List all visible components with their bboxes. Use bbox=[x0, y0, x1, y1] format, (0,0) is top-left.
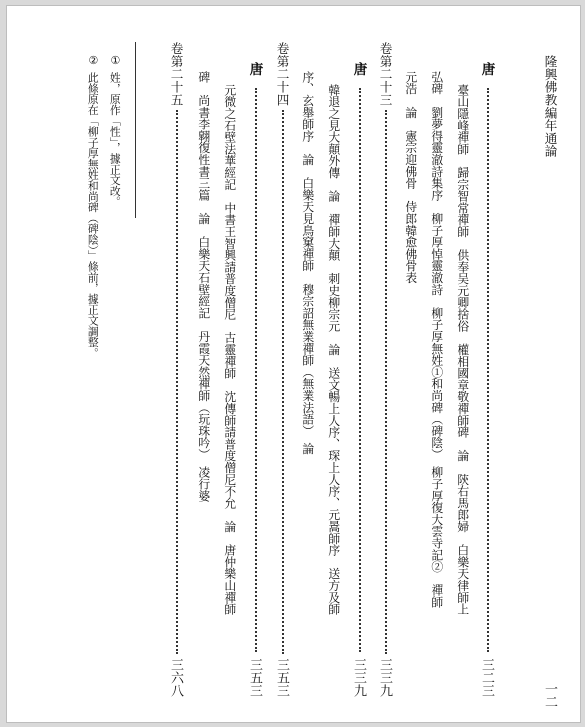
page-ref: 三五三 bbox=[247, 658, 262, 697]
page-number: 一二 bbox=[542, 682, 557, 708]
footnote-rule bbox=[135, 42, 136, 218]
page-ref: 三六八 bbox=[168, 658, 183, 697]
page-ref: 三五三 bbox=[274, 658, 289, 697]
leader-dots bbox=[385, 110, 387, 654]
toc-entry-line: 元微之石壁法華經記 中書王智興請普度僧尼 古靈禪師 沈傳師請普度僧尼不允 論 唐仲樂山禪師 bbox=[222, 84, 237, 615]
dynasty-heading: 唐 bbox=[246, 62, 263, 76]
footnote-mark: ① bbox=[108, 54, 122, 67]
book-page bbox=[6, 5, 581, 723]
leader-dots bbox=[359, 88, 361, 652]
chapter-title: 卷第二十三 bbox=[377, 42, 393, 106]
leader-dots bbox=[255, 88, 257, 652]
page-ref: 三二三 bbox=[479, 658, 494, 697]
footnote-mark: ② bbox=[86, 54, 100, 67]
leader-dots bbox=[176, 110, 178, 654]
page-ref: 三三九 bbox=[351, 658, 366, 697]
chapter-title: 卷第二十四 bbox=[274, 42, 290, 106]
dynasty-heading: 唐 bbox=[478, 62, 495, 76]
toc-entry-line: 弘碑 劉夢得靈澈詩集序 柳子厚悼靈澈詩 柳子厚無姓①和尚碑（碑陰） 柳子厚復大雲寺記② 禪師 bbox=[429, 71, 444, 608]
toc-entry-line: 元浩 論 憲宗迎佛骨 侍郎韓愈佛骨表 bbox=[403, 71, 418, 284]
footnote-text: 此條原在「柳子厚無姓和尚碑（碑陰）」條前，據正文調整。 bbox=[86, 72, 100, 359]
footnote-text: 姓，原作「性」，據正文改。 bbox=[108, 72, 122, 207]
leader-dots bbox=[487, 88, 489, 652]
dynasty-heading: 唐 bbox=[350, 62, 367, 76]
toc-entry-line: 韓退之見大顛外傳 論 禪師大顛 刺史柳宗元 論 送文暢上人序、琛上人序、元暠師序 送方及師 bbox=[326, 84, 341, 615]
book-title: 隆興佛教編年通論 bbox=[542, 55, 558, 158]
chapter-title: 卷第二十五 bbox=[168, 42, 184, 106]
toc-entry-line: 序、玄舉師序 論 白樂天見鳥窠禪師 穆宗詔無業禪師（無業法語） 論 bbox=[300, 71, 315, 455]
toc-entry-line: 碑 尚書李翺復性書三篇 論 白樂天石壁經記 丹霞天然禪師（玩珠吟） 凌行婆 bbox=[196, 71, 211, 502]
leader-dots bbox=[282, 110, 284, 654]
toc-entry-line: 臺山隱峰禪師 歸宗智常禪師 供奉吴元卿捨俗 權相國章敬禪師碑 論 陝右馬郎婦 白樂天律師上 bbox=[455, 84, 470, 615]
page-ref: 三三九 bbox=[377, 658, 392, 697]
